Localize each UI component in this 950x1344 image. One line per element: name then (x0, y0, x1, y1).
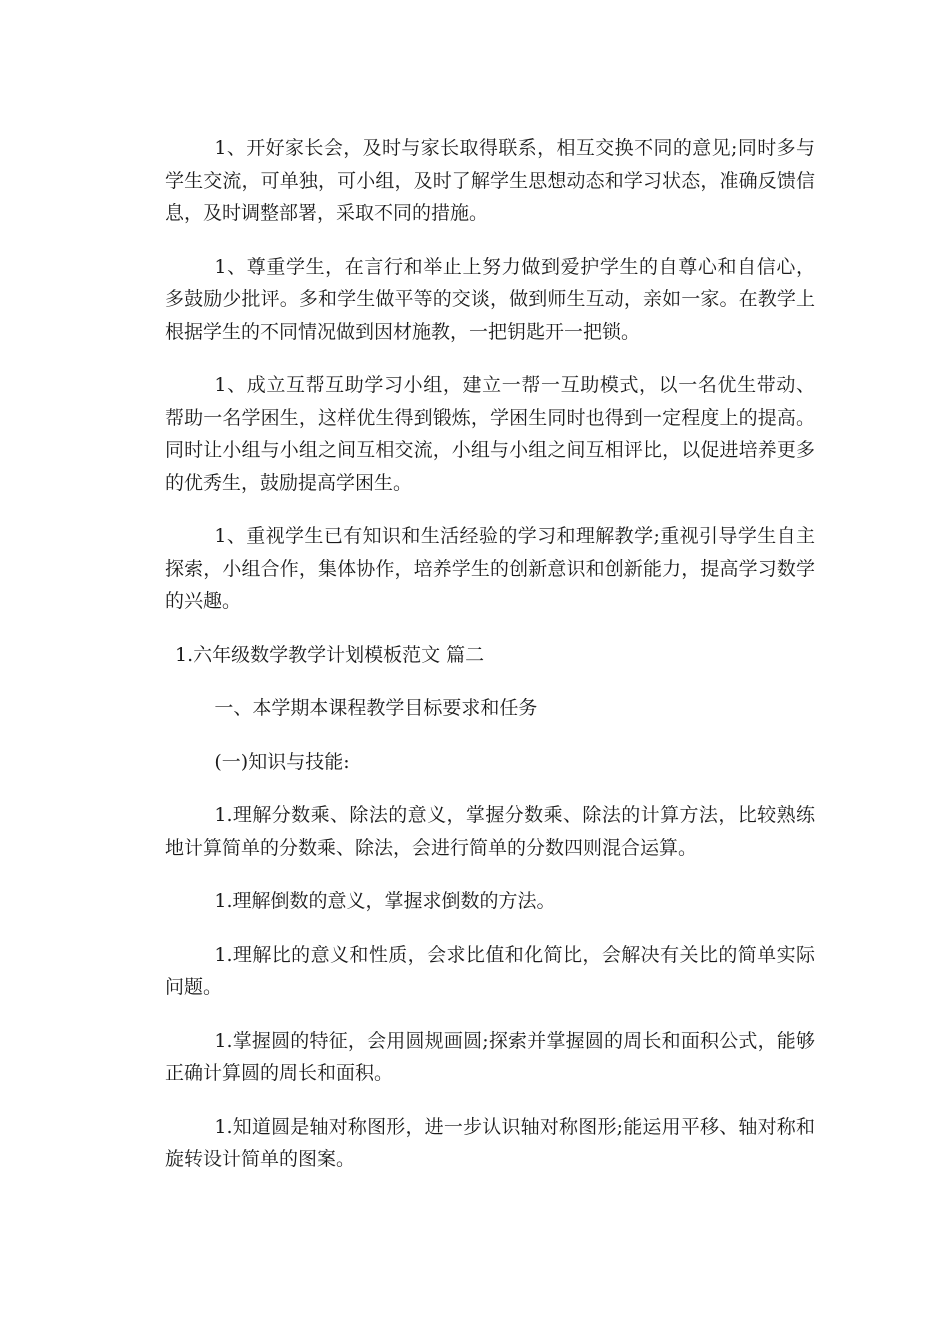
list-item-ratio: 1.理解比的意义和性质，会求比值和化简比，会解决有关比的简单实际问题。 (165, 943, 815, 998)
paragraph-study-groups: 1、成立互帮互助学习小组，建立一帮一互助模式，以一名优生带动、帮助一名学困生，这样优生得到锻炼，学困生同时也得到一定程度上的提高。同时让小组与小组之间互相交流，小组与小组之间互相评比，以促进培养更多的优秀生，鼓励提高学困生。 (165, 374, 815, 494)
paragraph-parent-meeting: 1、开好家长会，及时与家长取得联系，相互交换不同的意见;同时多与学生交流，可单独，可小组，及时了解学生思想动态和学习状态，准确反馈信息，及时调整部署，采取不同的措施。 (165, 137, 815, 224)
paragraph-respect-students: 1、尊重学生，在言行和举止上努力做到爱护学生的自尊心和自信心，多鼓励少批评。多和学生做平等的交谈，做到师生互动，亲如一家。在教学上根据学生的不同情况做到因材施教，一把钥匙开一把锁。 (165, 255, 815, 343)
paragraph-prior-knowledge: 1、重视学生已有知识和生活经验的学习和理解教学;重视引导学生自主探索，小组合作，集体协作，培养学生的创新意识和创新能力，提高学习数学的兴趣。 (165, 525, 815, 612)
sub-heading-goals: 一、本学期本课程教学目标要求和任务 (214, 697, 538, 719)
sub-heading-knowledge-skills: (一)知识与技能: (214, 750, 350, 773)
document-body (165, 132, 815, 1197)
list-item-circle: 1.掌握圆的特征，会用圆规画圆;探索并掌握圆的周长和面积公式，能够正确计算圆的周长和面积。 (165, 1029, 815, 1084)
list-item-symmetry: 1.知道圆是轴对称图形，进一步认识轴对称图形;能运用平移、轴对称和旋转设计简单的图案。 (165, 1115, 815, 1170)
list-item-fractions: 1.理解分数乘、除法的意义，掌握分数乘、除法的计算方法，比较熟练地计算简单的分数乘、除法，会进行简单的分数四则混合运算。 (165, 804, 815, 859)
list-item-reciprocal: 1.理解倒数的意义，掌握求倒数的方法。 (214, 890, 556, 912)
section-heading: 1.六年级数学教学计划模板范文 篇二 (175, 643, 485, 666)
